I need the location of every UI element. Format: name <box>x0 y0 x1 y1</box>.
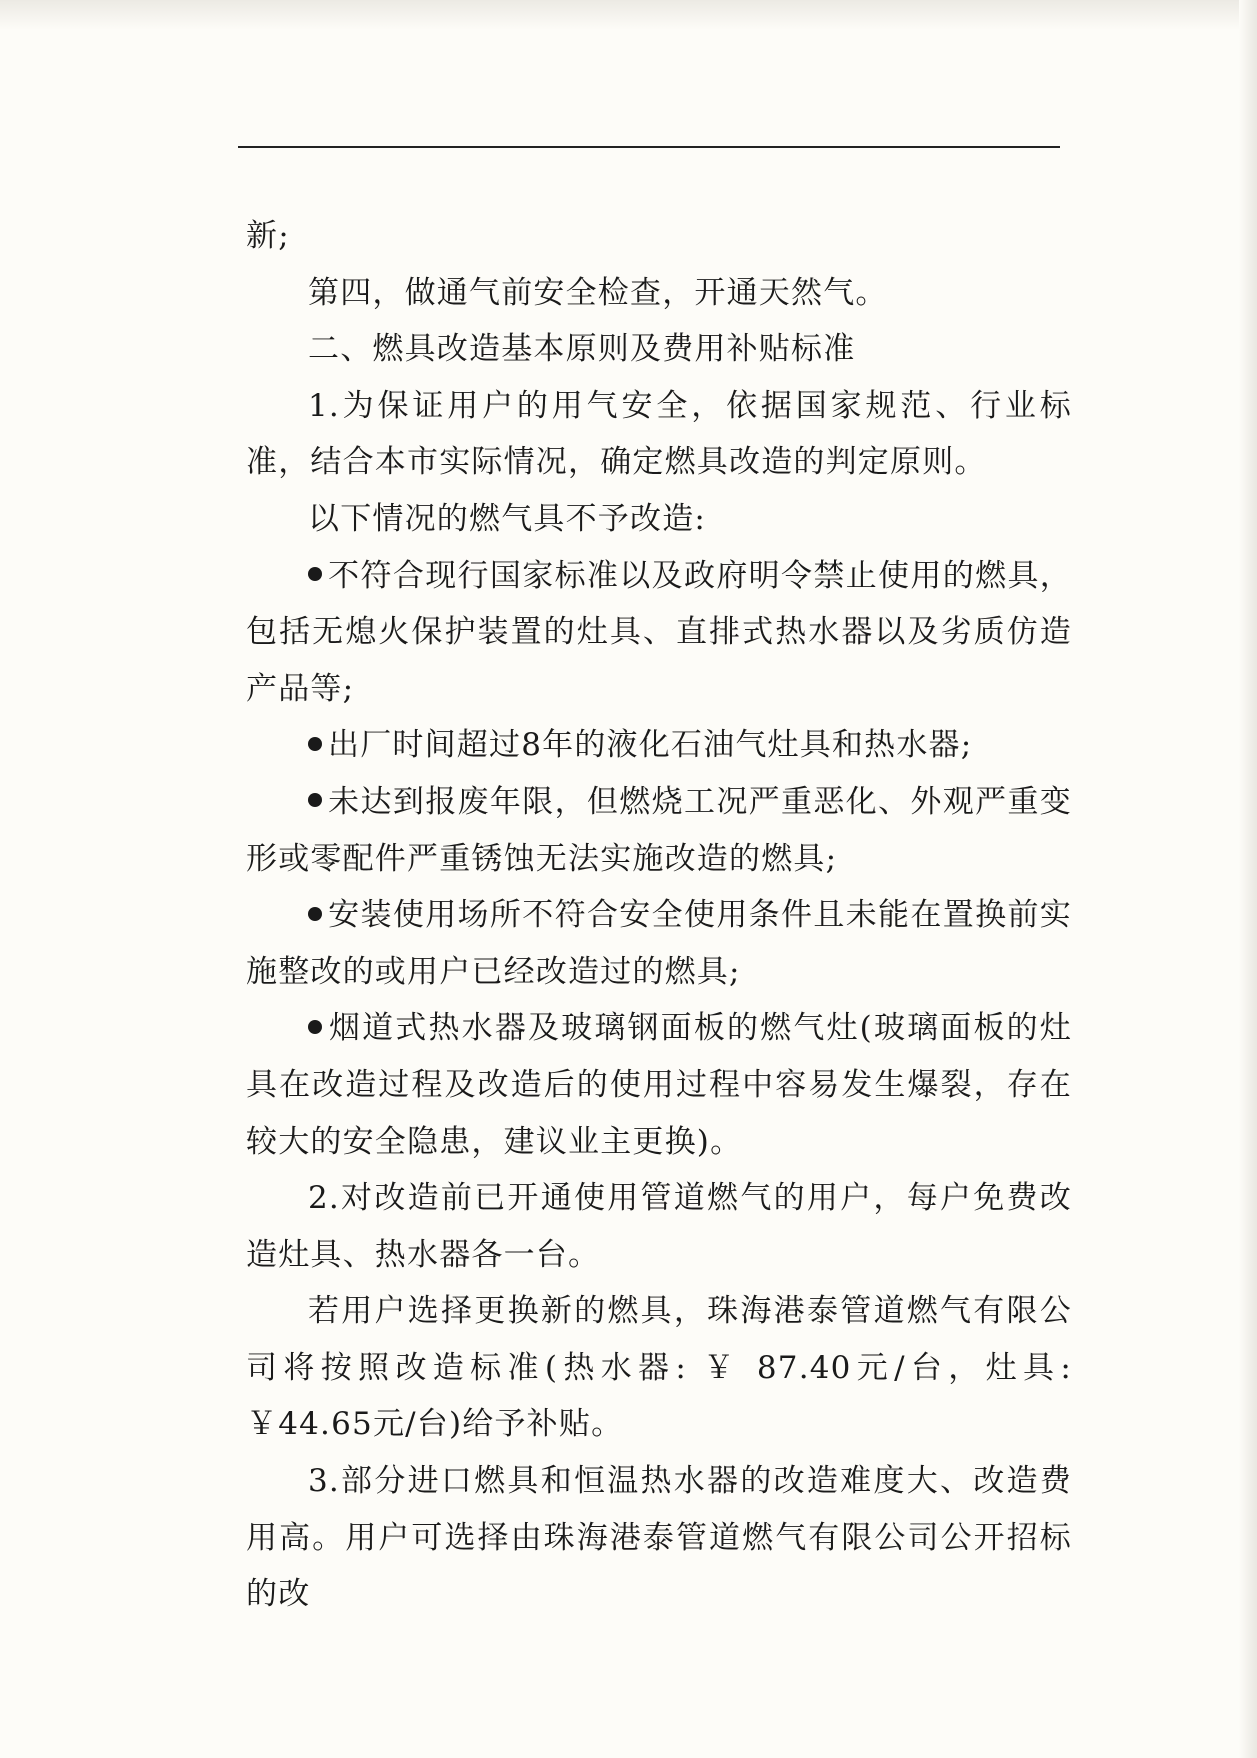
bullet-item: 未达到报废年限，但燃烧工况严重恶化、外观严重变形或零配件严重锈蚀无法实施改造的燃具; <box>246 783 1072 877</box>
paragraph-item-2: 2.对改造前已开通使用管道燃气的用户，每户免费改造灶具、热水器各一台。 <box>246 1180 1072 1273</box>
paragraph-item-1: 1.为保证用户的用气安全，依据国家规范、行业标准，结合本市实际情况，确定燃具改造的判定原则。 <box>246 387 1072 481</box>
bullet-item: 出厂时间超过8年的液化石油气灶具和热水器; <box>246 717 1072 774</box>
document-body <box>246 208 1072 1623</box>
bullet-dot-icon <box>308 737 322 751</box>
paragraph-continuation: 新; <box>246 218 290 254</box>
paragraph-exclusions-intro: 以下情况的燃气具不予改造: <box>308 500 707 537</box>
bullet-dot-icon <box>308 1020 322 1034</box>
paragraph-subsidy: 若用户选择更换新的燃具，珠海港泰管道燃气有限公司将按照改造标准(热水器: ￥ 87.40元/台，灶具: ￥44.65元/台)给予补贴。 <box>246 1293 1072 1443</box>
scan-shadow <box>0 0 1257 30</box>
paragraph-step-four: 第四，做通气前安全检查，开通天然气。 <box>308 274 888 311</box>
header-rule <box>238 146 1060 148</box>
bullet-item: 烟道式热水器及玻璃钢面板的燃气灶(玻璃面板的灶具在改造过程及改造后的使用过程中容易发生爆裂，存在较大的安全隐患，建议业主更换)。 <box>246 1010 1072 1160</box>
bullet-dot-icon <box>308 567 322 581</box>
bullet-dot-icon <box>308 793 322 807</box>
paragraph-item-3: 3.部分进口燃具和恒温热水器的改造难度大、改造费用高。用户可选择由珠海港泰管道燃气有限公司公开招标的改 <box>246 1463 1072 1613</box>
scan-edge <box>1239 0 1257 1758</box>
bullet-item: 安装使用场所不符合安全使用条件且未能在置换前实施整改的或用户已经改造过的燃具; <box>246 897 1072 990</box>
bullet-item: 不符合现行国家标准以及政府明令禁止使用的燃具，包括无熄火保护装置的灶具、直排式热水器以及劣质仿造产品等; <box>246 557 1072 707</box>
bullet-dot-icon <box>308 907 322 921</box>
section-heading: 二、燃具改造基本原则及费用补贴标准 <box>308 331 856 368</box>
